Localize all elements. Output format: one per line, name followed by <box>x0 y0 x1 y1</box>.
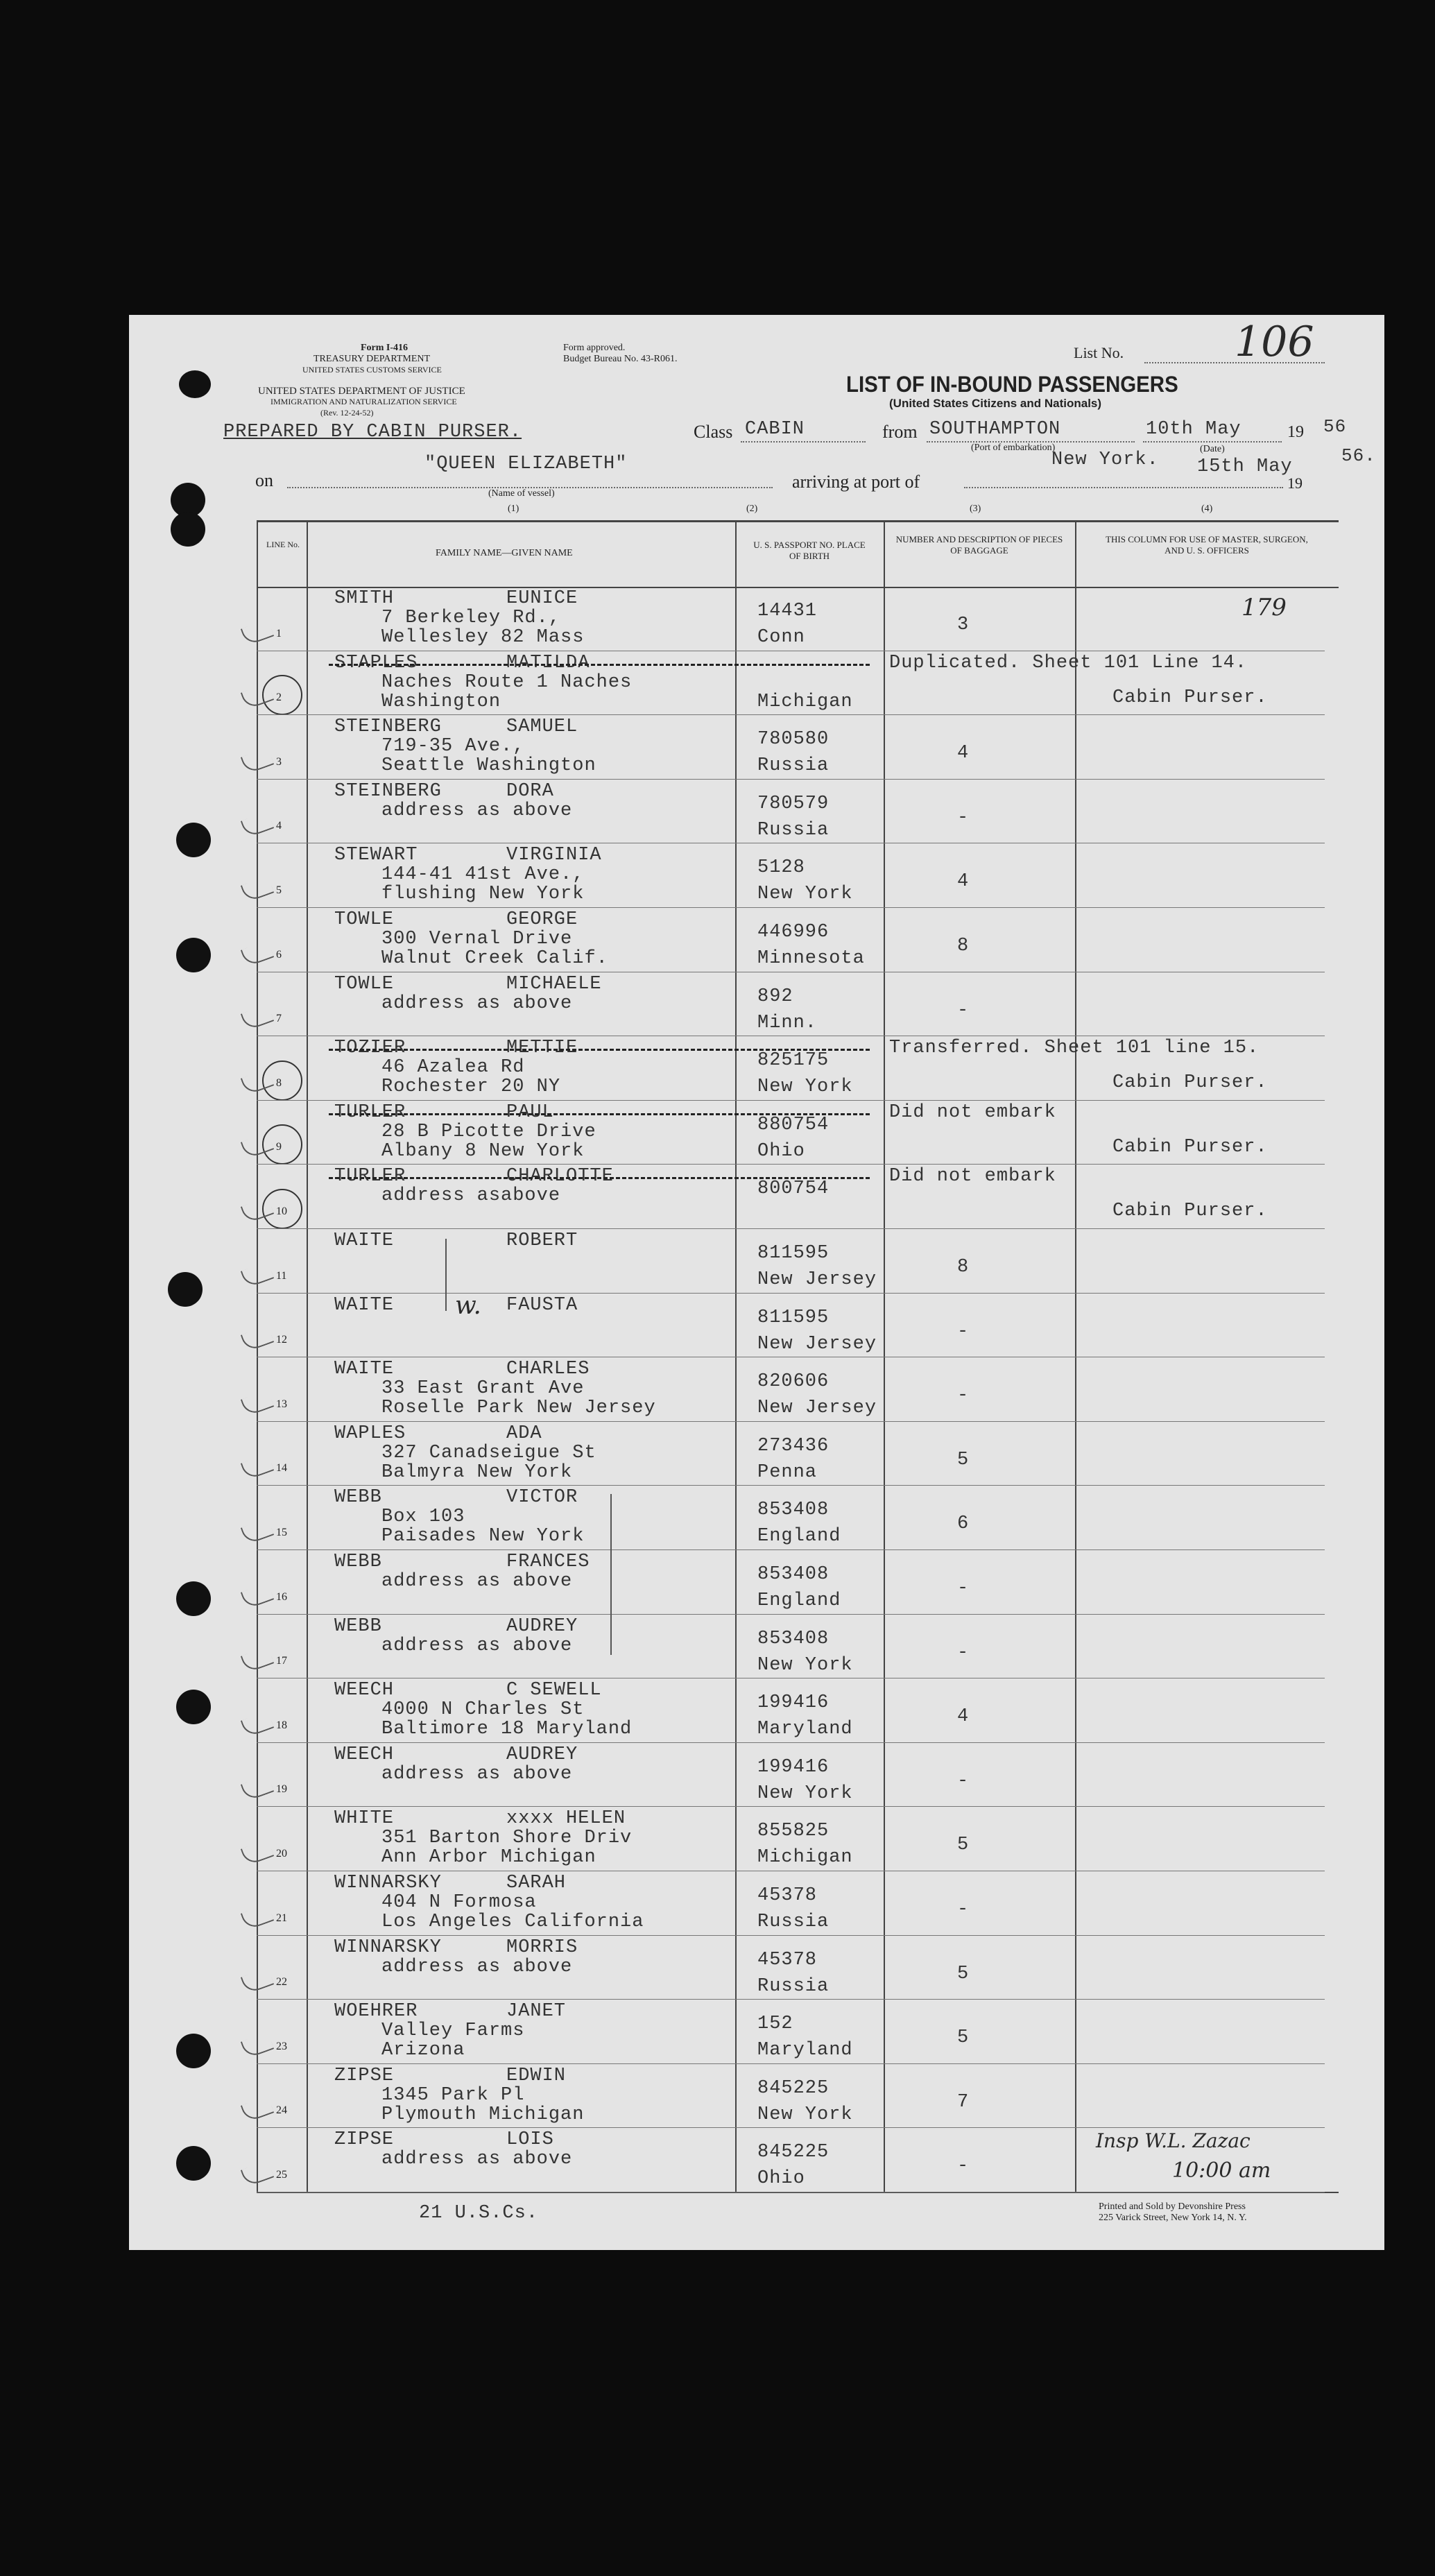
line-number: 20 <box>276 1847 287 1860</box>
passport-number: 5128 <box>757 857 805 879</box>
family-name: TURLER <box>334 1101 406 1123</box>
passport-number: 45378 <box>757 1885 818 1906</box>
form-number: Form I-416 <box>361 343 409 353</box>
address-line-1: address as above <box>381 800 573 821</box>
passport-number: 811595 <box>757 1243 830 1264</box>
given-name: METTIE <box>506 1038 578 1059</box>
line-number: 4 <box>276 820 282 832</box>
address-line-2: flushing New York <box>381 884 585 905</box>
family-name: STAPLES <box>334 652 418 673</box>
table-row <box>257 1936 1339 2000</box>
table-row <box>257 780 1339 844</box>
place-of-birth: Ohio <box>757 2168 805 2190</box>
line-number: 2 <box>276 692 282 704</box>
line-number: 15 <box>276 1526 287 1538</box>
address-line-1: 404 N Formosa <box>381 1892 537 1913</box>
passport-number: 199416 <box>757 1756 830 1778</box>
line-number: 16 <box>276 1590 287 1603</box>
family-name: WEBB <box>334 1615 382 1637</box>
place-of-birth: Maryland <box>757 1719 853 1740</box>
address-line-1: 1345 Park Pl <box>381 2084 525 2106</box>
place-of-birth: Maryland <box>757 2040 853 2061</box>
place-of-birth: Michigan <box>757 691 853 712</box>
passport-number: 845225 <box>757 2142 830 2163</box>
punch-hole <box>171 512 205 547</box>
family-name: STEWART <box>334 845 418 866</box>
place-of-birth: Michigan <box>757 1847 853 1869</box>
row-annotation: Transferred. Sheet 101 line 15. <box>889 1038 1260 1059</box>
address-line-1: 327 Canadseigue St <box>381 1442 596 1463</box>
address-line-2: Roselle Park New Jersey <box>381 1398 656 1419</box>
passport-number: 811595 <box>757 1307 830 1328</box>
address-line-1: Box 103 <box>381 1506 465 1528</box>
place-of-birth: Russia <box>757 755 830 777</box>
passport-number: 853408 <box>757 1564 830 1585</box>
family-name: WEBB <box>334 1552 382 1572</box>
line-number: 22 <box>276 1976 287 1989</box>
header-officers: THIS COLUMN FOR USE OF MASTER, SURGEON, AND U. S. OFFICERS <box>1106 534 1308 556</box>
address-line-2: Plymouth Michigan <box>381 2104 585 2125</box>
baggage-count: 8 <box>957 1257 970 1278</box>
given-name: xxxx HELEN <box>506 1808 626 1830</box>
punch-hole <box>176 2034 211 2068</box>
family-bracket <box>445 1239 447 1311</box>
strike-through-line <box>329 1113 870 1115</box>
table-row <box>257 1807 1339 1871</box>
place-of-birth: Minnesota <box>757 948 865 969</box>
list-number: 106 <box>1235 318 1314 366</box>
line-number: 11 <box>276 1269 287 1282</box>
table-row <box>257 715 1339 780</box>
family-name: ZIPSE <box>334 2129 395 2151</box>
family-name: WEECH <box>334 1744 395 1765</box>
purser-signoff: Cabin Purser. <box>1112 687 1268 708</box>
place-of-birth: New Jersey <box>757 1269 877 1290</box>
address-line-1: address as above <box>381 1956 573 1977</box>
table-row <box>257 1678 1339 1743</box>
passport-number: 273436 <box>757 1435 830 1457</box>
table-row <box>257 2000 1339 2064</box>
line-number: 14 <box>276 1462 287 1475</box>
prepared-by: PREPARED BY CABIN PURSER. <box>223 422 522 443</box>
address-line-2: Albany 8 New York <box>381 1140 585 1162</box>
officer-note: Insp W.L. Zazac <box>1096 2129 1251 2153</box>
family-name: ZIPSE <box>334 2065 395 2086</box>
punch-hole <box>179 370 211 398</box>
given-name: ADA <box>506 1423 542 1444</box>
family-name: SMITH <box>334 588 395 609</box>
given-name: FRANCES <box>506 1552 590 1572</box>
class-value: CABIN <box>745 419 805 440</box>
family-name: TURLER <box>334 1166 406 1187</box>
table-row <box>257 1871 1339 1936</box>
officer-note: 179 <box>1241 594 1287 621</box>
purser-signoff: Cabin Purser. <box>1112 1072 1268 1094</box>
passport-number: 780579 <box>757 793 830 814</box>
line-number: 21 <box>276 1912 287 1924</box>
line-number: 25 <box>276 2168 287 2181</box>
given-name: PAUL <box>506 1101 554 1123</box>
row-annotation: Did not embark <box>889 1166 1056 1187</box>
year-prefix: 19 <box>1287 423 1304 441</box>
date-label: (Date) <box>1200 444 1225 454</box>
col-num-1: (1) <box>508 504 519 514</box>
address-line-1: address as above <box>381 1635 573 1656</box>
given-name: SAMUEL <box>506 716 578 738</box>
place-of-birth: New York <box>757 1654 853 1676</box>
address-line-1: 719-35 Ave., <box>381 736 525 757</box>
address-line-2: Walnut Creek Calif. <box>381 948 608 969</box>
table-row <box>257 587 1339 651</box>
line-number: 7 <box>276 1013 282 1025</box>
col-num-3: (3) <box>970 504 981 514</box>
header-name: FAMILY NAME—GIVEN NAME <box>436 548 573 558</box>
family-name: WOEHRER <box>334 2001 418 2023</box>
given-name: VIRGINIA <box>506 845 602 866</box>
baggage-count: 4 <box>957 743 970 764</box>
line-number: 5 <box>276 884 282 896</box>
place-of-birth: Russia <box>757 1975 830 1997</box>
table-row <box>257 1550 1339 1615</box>
place-of-birth: Russia <box>757 819 830 841</box>
punch-hole <box>176 2146 211 2181</box>
passport-number: 880754 <box>757 1114 830 1135</box>
place-of-birth: Russia <box>757 1912 830 1932</box>
form-title: LIST OF IN-BOUND PASSENGERS <box>846 372 1178 397</box>
place-of-birth: New York <box>757 1783 853 1804</box>
line-number: 10 <box>276 1205 287 1217</box>
punch-hole <box>176 938 211 972</box>
address-line-2: Baltimore 18 Maryland <box>381 1719 633 1740</box>
family-bracket <box>610 1494 612 1655</box>
baggage-count: - <box>957 1321 970 1342</box>
address-line-1: address as above <box>381 1763 573 1785</box>
line-number: 1 <box>276 627 282 639</box>
arrival-year-prefix: 19 <box>1287 474 1303 492</box>
family-name: TOWLE <box>334 973 395 995</box>
table-row <box>257 972 1339 1037</box>
address-line-1: Naches Route 1 Naches <box>381 671 633 693</box>
col-num-4: (4) <box>1201 504 1213 514</box>
header-baggage: NUMBER AND DESCRIPTION OF PIECES OF BAGGAGE <box>895 534 1063 556</box>
line-number: 17 <box>276 1655 287 1667</box>
form-subtitle: (United States Citizens and Nationals) <box>889 397 1102 410</box>
baggage-count: 7 <box>957 2091 970 2113</box>
on-label: on <box>255 470 273 490</box>
table-row <box>257 1294 1339 1358</box>
family-name: TOWLE <box>334 909 395 930</box>
baggage-count: 6 <box>957 1513 970 1535</box>
baggage-count: 8 <box>957 936 970 956</box>
baggage-count: - <box>957 1578 970 1599</box>
passport-number: 45378 <box>757 1949 818 1970</box>
family-name: WINNARSKY <box>334 1873 442 1894</box>
given-name: DORA <box>506 780 554 802</box>
printer-line-2: 225 Varick Street, New York 14, N. Y. <box>1099 2213 1247 2223</box>
line-number: 9 <box>276 1141 282 1153</box>
family-name: WAITE <box>334 1294 395 1316</box>
place-of-birth: New Jersey <box>757 1333 877 1355</box>
baggage-count: - <box>957 1385 970 1407</box>
family-name: STEINBERG <box>334 780 442 802</box>
passport-number: 892 <box>757 986 793 1007</box>
from-value: SOUTHAMPTON <box>929 419 1061 440</box>
class-label: Class <box>694 422 733 442</box>
place-of-birth: England <box>757 1526 841 1547</box>
passport-number: 446996 <box>757 922 830 943</box>
given-name: MORRIS <box>506 1937 578 1958</box>
given-name: ROBERT <box>506 1230 578 1251</box>
line-number: 3 <box>276 755 282 768</box>
table-row <box>257 908 1339 972</box>
treasury-dept: TREASURY DEPARTMENT <box>313 354 431 364</box>
address-line-1: address as above <box>381 1571 573 1592</box>
sail-date: 10th May <box>1146 419 1241 440</box>
address-line-2: Los Angeles California <box>381 1912 644 1932</box>
place-of-birth: New Jersey <box>757 1398 877 1419</box>
header-line-no: LINE No. <box>266 540 300 549</box>
baggage-count: - <box>957 1770 970 1792</box>
passport-number: 855825 <box>757 1821 830 1842</box>
address-line-1: 4000 N Charles St <box>381 1699 585 1721</box>
form-approved: Form approved. <box>563 343 626 353</box>
passenger-table <box>257 520 1339 2193</box>
place-of-birth: New York <box>757 884 853 905</box>
ins-service: IMMIGRATION AND NATURALIZATION SERVICE <box>270 397 457 406</box>
address-line-1: 7 Berkeley Rd., <box>381 608 561 628</box>
address-line-1: 300 Vernal Drive <box>381 929 573 950</box>
place-of-birth: Penna <box>757 1461 818 1483</box>
baggage-count: - <box>957 1899 970 1920</box>
header-passport: U. S. PASSPORT NO. PLACE OF BIRTH <box>753 540 866 561</box>
address-line-2: Wellesley 82 Mass <box>381 627 585 648</box>
table-row <box>257 843 1339 908</box>
family-name: WEBB <box>334 1487 382 1509</box>
given-name: VICTOR <box>506 1487 578 1509</box>
arrival-date: 15th May <box>1197 456 1293 477</box>
line-number: 19 <box>276 1783 287 1796</box>
strike-through-line <box>329 1177 870 1179</box>
baggage-count: 3 <box>957 615 970 635</box>
passport-number: 800754 <box>757 1178 830 1200</box>
arrival-port: New York. <box>1051 449 1159 470</box>
address-line-2: Rochester 20 NY <box>381 1076 561 1098</box>
given-name: AUDREY <box>506 1615 578 1637</box>
table-row <box>257 1357 1339 1422</box>
baggage-count: 5 <box>957 1963 970 1984</box>
wife-mark: w. <box>455 1291 481 1320</box>
given-name: C SEWELL <box>506 1680 602 1701</box>
address-line-1: address as above <box>381 2149 573 2170</box>
baggage-count: 5 <box>957 2027 970 2049</box>
list-label: List No. <box>1074 344 1124 361</box>
purser-signoff: Cabin Purser. <box>1112 1201 1268 1222</box>
from-label: from <box>882 422 918 442</box>
given-name: AUDREY <box>506 1744 578 1765</box>
baggage-count: - <box>957 2156 970 2177</box>
punch-hole <box>168 1272 203 1307</box>
given-name: SARAH <box>506 1873 567 1894</box>
baggage-count: 5 <box>957 1835 970 1856</box>
customs-service: UNITED STATES CUSTOMS SERVICE <box>302 365 442 375</box>
passport-number: 820606 <box>757 1371 830 1393</box>
revision: (Rev. 12-24-52) <box>320 408 374 418</box>
passport-number: 845225 <box>757 2077 830 2099</box>
inspection-time: 10:00 am <box>1172 2158 1271 2183</box>
baggage-count: 5 <box>957 1449 970 1470</box>
address-line-1: 33 East Grant Ave <box>381 1378 585 1400</box>
given-name: EDWIN <box>506 2065 567 2086</box>
family-name: WAITE <box>334 1359 395 1380</box>
port-embarkation-label: (Port of embarkation) <box>971 443 1056 453</box>
arrival-year: 56. <box>1341 445 1376 466</box>
address-line-1: address asabove <box>381 1185 561 1207</box>
justice-dept: UNITED STATES DEPARTMENT OF JUSTICE <box>258 386 465 397</box>
passport-number: 853408 <box>757 1500 830 1521</box>
place-of-birth: Ohio <box>757 1140 805 1162</box>
line-number: 6 <box>276 948 282 961</box>
row-annotation: Duplicated. Sheet 101 Line 14. <box>889 652 1248 673</box>
baggage-count: - <box>957 807 970 828</box>
address-line-1: 144-41 41st Ave., <box>381 864 585 886</box>
line-number: 12 <box>276 1334 287 1346</box>
place-of-birth: New York <box>757 2104 853 2125</box>
table-row <box>257 1422 1339 1486</box>
address-line-2: Arizona <box>381 2040 465 2061</box>
baggage-count: - <box>957 999 970 1021</box>
place-of-birth: Conn <box>757 627 805 648</box>
strike-through-line <box>329 664 870 666</box>
line-number: 8 <box>276 1076 282 1089</box>
family-name: WEECH <box>334 1680 395 1701</box>
address-line-2: Seattle Washington <box>381 755 596 777</box>
budget-bureau: Budget Bureau No. 43-R061. <box>563 354 678 364</box>
passport-number: 199416 <box>757 1692 830 1714</box>
family-name: TOZIER <box>334 1038 406 1059</box>
given-name: MATILDA <box>506 652 590 673</box>
family-name: STEINBERG <box>334 716 442 738</box>
table-row <box>257 1165 1339 1229</box>
passport-number: 853408 <box>757 1628 830 1649</box>
baggage-count: 4 <box>957 871 970 893</box>
family-name: WAITE <box>334 1230 395 1251</box>
table-row <box>257 1229 1339 1294</box>
address-line-2: Washington <box>381 691 501 712</box>
line-number: 18 <box>276 1719 287 1731</box>
vessel-label: (Name of vessel) <box>488 488 555 499</box>
family-name: WAPLES <box>334 1423 406 1444</box>
given-name: CHARLOTTE <box>506 1166 614 1187</box>
place-of-birth: Minn. <box>757 1012 818 1033</box>
citizen-total: 21 U.S.Cs. <box>419 2203 539 2224</box>
address-line-2: Paisades New York <box>381 1526 585 1547</box>
address-line-1: 46 Azalea Rd <box>381 1057 525 1079</box>
row-annotation: Did not embark <box>889 1101 1056 1123</box>
family-name: WHITE <box>334 1808 395 1830</box>
address-line-1: address as above <box>381 993 573 1014</box>
punch-hole <box>176 1690 211 1724</box>
family-name: WINNARSKY <box>334 1937 442 1958</box>
punch-hole <box>176 823 211 857</box>
passport-number: 780580 <box>757 729 830 750</box>
given-name: MICHAELE <box>506 973 602 995</box>
passport-number: 825175 <box>757 1050 830 1072</box>
table-row <box>257 1743 1339 1808</box>
baggage-count: - <box>957 1642 970 1663</box>
printer-line-1: Printed and Sold by Devonshire Press <box>1099 2201 1246 2212</box>
given-name: GEORGE <box>506 909 578 930</box>
line-number: 23 <box>276 2040 287 2052</box>
address-line-1: 28 B Picotte Drive <box>381 1121 596 1142</box>
baggage-count: 4 <box>957 1706 970 1728</box>
passport-number: 14431 <box>757 601 818 621</box>
address-line-1: 351 Barton Shore Driv <box>381 1828 633 1849</box>
line-number: 13 <box>276 1398 287 1410</box>
purser-signoff: Cabin Purser. <box>1112 1136 1268 1158</box>
given-name: FAUSTA <box>506 1294 578 1316</box>
address-line-1: Valley Farms <box>381 2020 525 2042</box>
passport-number: 152 <box>757 2013 793 2035</box>
table-row <box>257 1486 1339 1550</box>
place-of-birth: England <box>757 1590 841 1611</box>
given-name: EUNICE <box>506 588 578 609</box>
given-name: CHARLES <box>506 1359 590 1380</box>
strike-through-line <box>329 1049 870 1051</box>
line-number: 24 <box>276 2104 287 2117</box>
address-line-2: Balmyra New York <box>381 1461 573 1483</box>
punch-hole <box>176 1581 211 1616</box>
col-num-2: (2) <box>746 504 758 514</box>
given-name: JANET <box>506 2001 567 2023</box>
given-name: LOIS <box>506 2129 554 2151</box>
arriving-label: arriving at port of <box>792 472 920 492</box>
table-row <box>257 1615 1339 1679</box>
table-row <box>257 651 1339 716</box>
year-value: 56 <box>1323 416 1347 437</box>
table-row <box>257 1101 1339 1165</box>
place-of-birth: New York <box>757 1076 853 1098</box>
table-row <box>257 2064 1339 2129</box>
address-line-2: Ann Arbor Michigan <box>381 1847 596 1869</box>
vessel-name: "QUEEN ELIZABETH" <box>424 454 628 474</box>
table-row <box>257 1036 1339 1101</box>
